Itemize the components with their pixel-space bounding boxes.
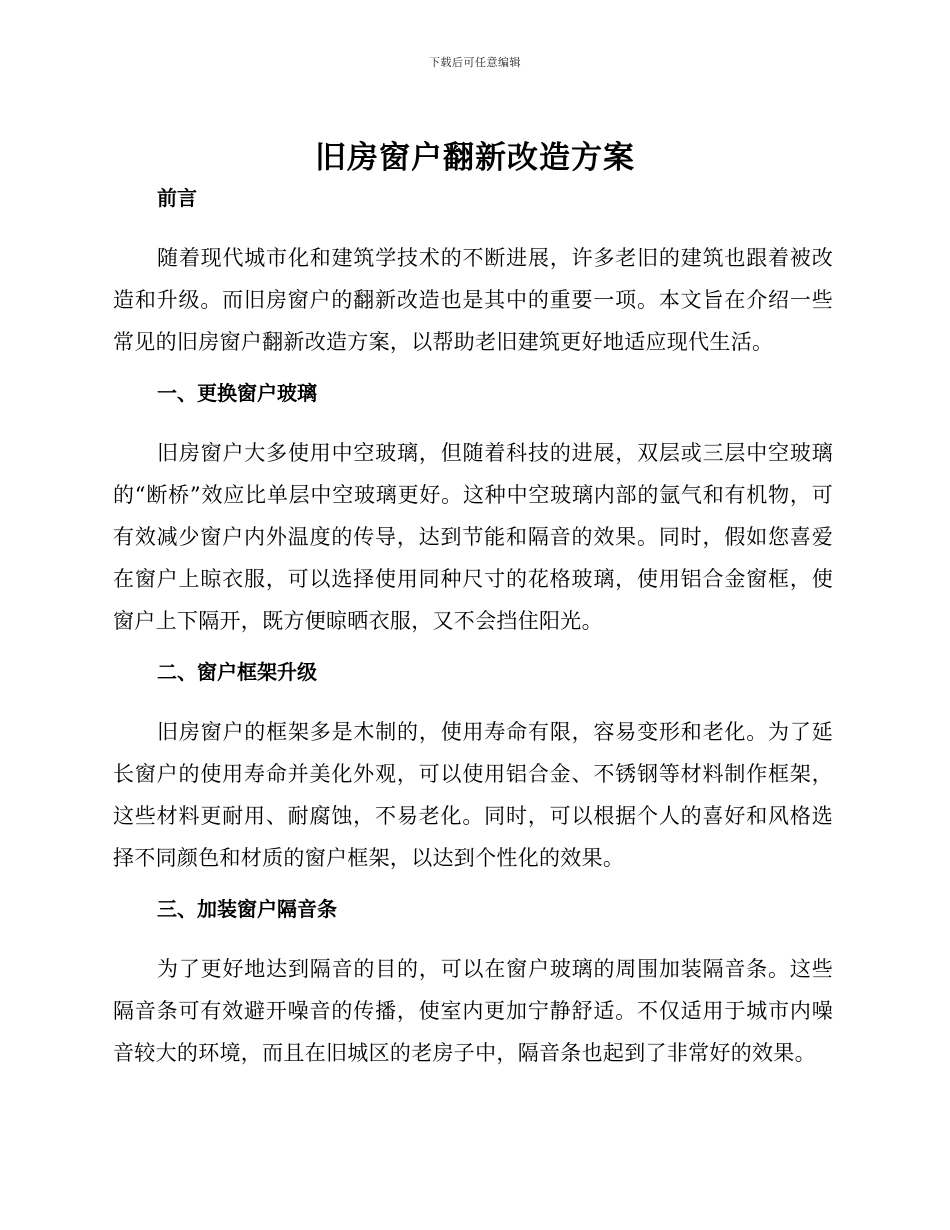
section-heading: 前言 [157, 186, 197, 210]
section-replace-glass [113, 377, 833, 642]
document-body [113, 182, 833, 1088]
header-note: 下载后可任意编辑 [429, 56, 521, 69]
section-heading: 一、更换窗户玻璃 [157, 381, 317, 405]
section-paragraph: 旧房窗户大多使用中空玻璃，但随着科技的进展，双层或三层中空玻璃的“断桥”效应比单层中空玻璃更好。这种中空玻璃内部的氩气和有机物，可有效减少窗户内外温度的传导，达到节能和隔音的效果。同时，假如您喜爱在窗户上晾衣服，可以选择使用同种尺寸的花格玻璃，使用铝合金窗框，使窗户上下隔开，既方便晾晒衣服，又不会挡住阳光。 [113, 441, 833, 633]
document-title: 旧房窗户翻新改造方案 [315, 140, 635, 176]
section-paragraph: 旧房窗户的框架多是木制的，使用寿命有限，容易变形和老化。为了延长窗户的使用寿命并美化外观，可以使用铝合金、不锈钢等材料制作框架，这些材料更耐用、耐腐蚀，不易老化。同时，可以根据个人的喜好和风格选择不同颜色和材质的窗户框架，以达到个性化的效果。 [113, 720, 833, 870]
section-preface [113, 182, 833, 363]
section-heading: 三、加装窗户隔音条 [157, 897, 337, 921]
section-soundproof-strip [113, 893, 833, 1074]
section-frame-upgrade [113, 656, 833, 879]
section-paragraph: 为了更好地达到隔音的目的，可以在窗户玻璃的周围加装隔音条。这些隔音条可有效避开噪音的传播，使室内更加宁静舒适。不仅适用于城市内噪音较大的环境，而且在旧城区的老房子中，隔音条也起到了非常好的效果。 [113, 957, 833, 1065]
section-paragraph: 随着现代城市化和建筑学技术的不断进展，许多老旧的建筑也跟着被改造和升级。而旧房窗户的翻新改造也是其中的重要一项。本文旨在介绍一些常见的旧房窗户翻新改造方案，以帮助老旧建筑更好地适应现代生活。 [113, 246, 833, 354]
section-heading: 二、窗户框架升级 [157, 660, 317, 684]
